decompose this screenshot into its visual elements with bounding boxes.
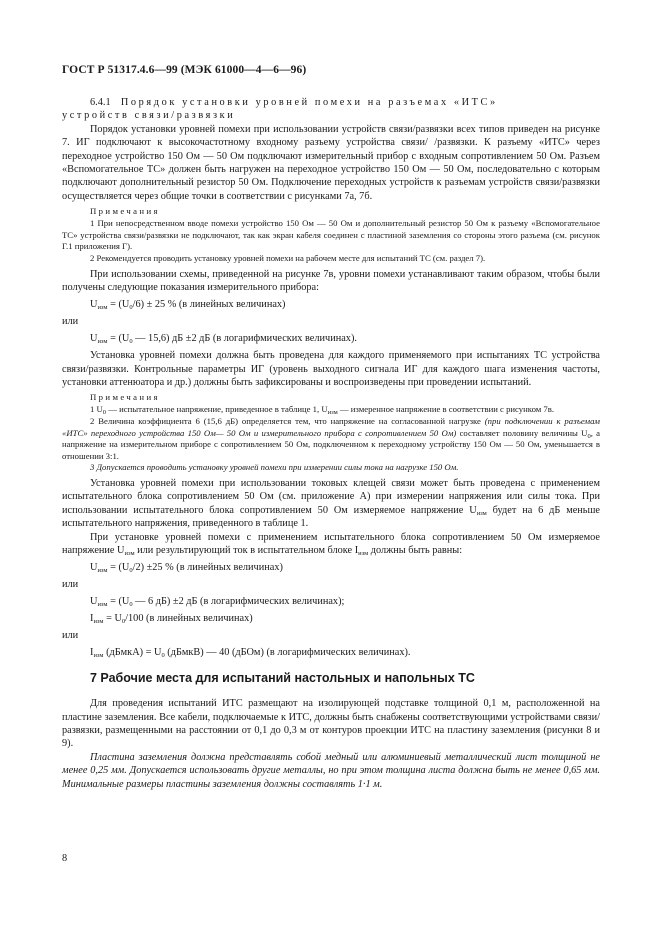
formula-2: $U_{изм} = (U_0$ — 15,6) дБ ±2 дБ (в логарифмических величинах). — [90, 332, 357, 345]
or-3: или — [62, 629, 79, 641]
paragraph-figure-7c: При использовании схемы, приведенной на рисунке 7в, уровни помехи устанавливают таким образом, чтобы были получены следующие показания измерительного прибора: — [62, 268, 600, 294]
page-number: 8 — [62, 853, 68, 864]
formula-5: $I_{изм} = U_0/100$ (в линейных величинах) — [90, 613, 253, 626]
paragraph-ground-plane: Пластина заземления должна представлять собой медный или алюминиевый металлический лист толщиной не менее 0,25 мм. Допускается использовать другие металлы, но при этом толщина листа должна быть не менее 0,65 мм. Минимальные размеры пластины заземления должны составлять 1·1 м. — [62, 751, 600, 790]
clause-title-part-b: устройств связи/развязки — [62, 110, 236, 122]
formula-4: $U_{изм} = (U_0$ — 6 дБ) ±2 дБ (в логарифмических величинах); — [90, 595, 345, 608]
clause-6-4-1-title — [62, 96, 600, 123]
notes-label-2: Примечания — [90, 392, 160, 403]
formula-6: $I_{изм}$ (дБмкА) = $U_0$ (дБмкВ) — 40 (дБОм) (в логарифмических величинах). — [90, 646, 411, 659]
note-1: 1 При непосредственном вводе помехи устройство 150 Ом — 50 Ом и дополнительный резистор 50 Ом к разъему «Вспомогательное ТС» устройства связи/развязки не подключают, так как экран кабеля соединен с пластиной заземления со стороны этого разъема (см. рисунок Г.1 приложения Г). — [62, 218, 600, 252]
note-5: 3 Допускается проводить установку уровней помехи при измерении силы тока на нагрузке 150 Ом. — [90, 462, 459, 473]
paragraph-eut-placement: Для проведения испытаний ИТС размещают на изолирующей подставке толщиной 0,1 м, расположенной на пластине заземления. Все кабели, подключаемые к ИТС, должны быть снабжены соответствующими устройствами связи/развязки, размещенными на расстоянии от 0,1 до 0,3 м от контуров проекции ИТС на пластину заземления (рисунки 8 и 9). — [62, 698, 600, 750]
note-2: 2 Рекомендуется проводить установку уровней помехи на рабочем месте для испытаний ТС (см. раздел 7). — [90, 253, 486, 264]
paragraph-setup-each-device: Установка уровней помехи должна быть проведена для каждого применяемого при испытаниях ТС устройства связи/развязки. Контрольные параметры ИГ (уровень выходного сигнала ИГ для каждого шага изменения частоты, установки аттенюатора и др.) должны быть зафиксированы и воспроизведены при проведении испытаний. — [62, 350, 600, 389]
section-7-heading: 7 Рабочие места для испытаний настольных и напольных ТС — [90, 671, 475, 686]
clause-number: 6.4.1 — [90, 97, 111, 108]
formula-1: $U_{изм} = (U_0/6) \pm 25$ % (в линейных величинах) — [90, 299, 286, 312]
notes-label: Примечания — [90, 206, 160, 217]
document-header: ГОСТ Р 51317.4.6—99 (МЭК 61000—4—6—96) — [62, 64, 307, 76]
paragraph-test-block: При установке уровней помехи с применением испытательного блока сопротивлением 50 Ом измеряемое напряжение $U_{изм}$ или результирующий ток в испытательном блоке $I_{изм}$ должны быть равны: — [62, 531, 600, 558]
note-3: 1 $U_0$ — испытательное напряжение, приведенное в таблице 1, $U_{изм}$ — измеренное напряжение в соответствии с рисунком 7в. — [90, 404, 555, 417]
paragraph-current-clamps: Установка уровней помехи при использовании токовых клещей связи может быть проведена с применением испытательного блока сопротивлением 50 Ом (см. приложение А) при измерении напряжения или силы тока. При использовании испытательного блока сопротивлением 50 Ом измеряемое напряжение $U_{изм}$ будет на 6 дБ меньше испытательного напряжения, приведенного в таблице 1. — [62, 478, 601, 530]
clause-title-part-a: Порядок установки уровней помехи на разъемах «ИТС» — [120, 97, 498, 108]
document-page — [62, 64, 600, 791]
or-2: или — [62, 578, 79, 590]
note-4: 2 Величина коэффициента 6 (15,6 дБ) определяется тем, что напряжение на согласованной нагрузке (при подключении к разъемам «ИТС» переходного устройства 150 Ом— 50 Ом и измерительного прибора с сопротивлением 50 Ом) составляет половину величины $U_0$, а напряжение на измерительном приборе с сопротивлением 50 Ом, подключенном к переходному устройству 150 Ом — 50 Ом, уменьшается в отношении 3:1. — [62, 416, 601, 461]
paragraph-setup-procedure: Порядок установки уровней помехи при использовании устройств связи/развязки всех типов приведен на рисунке 7. ИГ подключают к высокочастотному входному разъему устройства связи/ /развязки. К разъему «ИТС» через переходное устройство 150 Ом — 50 Ом подключают измерительный прибор с входным сопротивлением 50 Ом. Разъем «Вспомогательное ТС» должен быть нагружен на переходное устройство 150 Ом — 50 Ом, последовательно с которым подключают дополнительный резистор 50 Ом. Подключение переходных устройств к разъемам устройств связи/развязки осуществляется через общие точки в соответствии с рисунками 7а, 7б. — [62, 123, 600, 202]
or-1: или — [62, 315, 79, 327]
formula-3: $U_{изм} = (U_0/2) \pm 25$ % (в линейных величинах) — [90, 562, 283, 575]
